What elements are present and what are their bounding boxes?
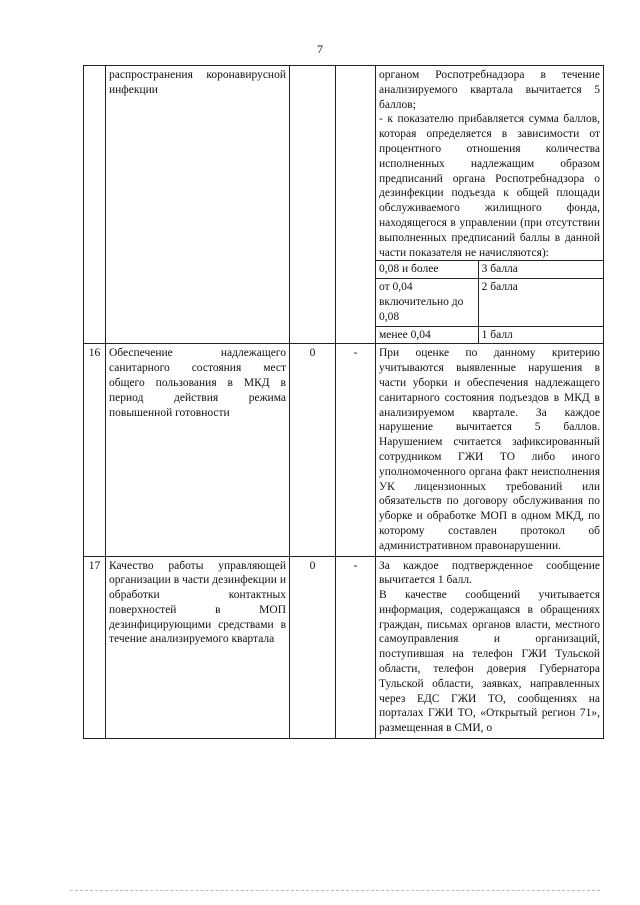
scan-footer-line bbox=[70, 890, 600, 892]
criterion-description: При оценке по данному критерию учитываются выявленные нарушения в части уборки и обеспечения надлежащего санитарного состояния подъездов в МКД в анализируемом квартале. За каждое нарушение вычитается 5 баллов. Нарушением считается зафиксированный сотрудником ГЖИ ТО либо иного уполномоченного органа факт неисполнения УК лицензионных требований или обязательств по договору обслуживания по уборке и обработке МОП в одном МКД, по которому составлен протокол об административном правонарушении. bbox=[379, 347, 600, 552]
criterion-name: Качество работы управляющей организации в части дезинфекции и обработки контактных поверхностей в МОП дезинфицирующими средствами в течение анализируемого квартала bbox=[106, 556, 290, 739]
criterion-number: 17 bbox=[84, 556, 106, 739]
criterion-min-score bbox=[336, 66, 376, 344]
score-scale-row bbox=[376, 261, 603, 279]
criterion-description-cell bbox=[376, 344, 604, 556]
criterion-max-score bbox=[290, 66, 336, 344]
criterion-row bbox=[84, 344, 604, 556]
score-points: 1 балл bbox=[478, 326, 603, 343]
criterion-description: За каждое подтвержденное сообщение вычитается 1 балл. В качестве сообщений учитывается информация, содержащаяся в обращениях граждан, письмах органов власти, местного самоуправления и организаций, поступившая на телефон ГЖИ Тульской области, телефон доверия Губернатора Тульской области, заявках, направленных через ЕДС ГЖИ ТО, сообщениях на порталах ГЖИ ТО, «Открытый регион 71», размещенная в СМИ, о bbox=[379, 559, 600, 735]
criterion-number: 16 bbox=[84, 344, 106, 556]
score-points: 3 балла bbox=[478, 261, 603, 279]
page-number: 7 bbox=[317, 42, 323, 56]
criterion-max-score: 0 bbox=[290, 344, 336, 556]
criterion-description-cell bbox=[376, 66, 604, 344]
criterion-name: распространения коронавирусной инфекции bbox=[106, 66, 290, 344]
criteria-table-body bbox=[84, 66, 604, 739]
criterion-row bbox=[84, 556, 604, 739]
score-scale-table bbox=[376, 260, 603, 343]
score-scale-row bbox=[376, 279, 603, 326]
criterion-number bbox=[84, 66, 106, 344]
criterion-min-score: - bbox=[336, 556, 376, 739]
criteria-table bbox=[83, 65, 604, 739]
criterion-max-score: 0 bbox=[290, 556, 336, 739]
criterion-row bbox=[84, 66, 604, 344]
criterion-description-cell bbox=[376, 556, 604, 739]
criterion-name: Обеспечение надлежащего санитарного состояния мест общего пользования в МКД в период действия режима повышенной готовности bbox=[106, 344, 290, 556]
score-scale-row bbox=[376, 326, 603, 343]
criterion-min-score: - bbox=[336, 344, 376, 556]
score-points: 2 балла bbox=[478, 279, 603, 326]
criterion-description: органом Роспотребнадзора в течение анализируемого квартала вычитается 5 баллов; - к показателю прибавляется сумма баллов, которая определяется в зависимости от процентного отношения количества исполненных надлежащим образом предписаний органа Роспотребнадзора о дезинфекции подъезда к общей площади обслуживаемого жилищного фонда, находящегося в управлении (при отсутствии выполненных предписаний баллы в данной части показателя не начисляются): bbox=[379, 69, 600, 259]
score-range: от 0,04 включительно до 0,08 bbox=[376, 279, 478, 326]
score-range: менее 0,04 bbox=[376, 326, 478, 343]
score-range: 0,08 и более bbox=[376, 261, 478, 279]
